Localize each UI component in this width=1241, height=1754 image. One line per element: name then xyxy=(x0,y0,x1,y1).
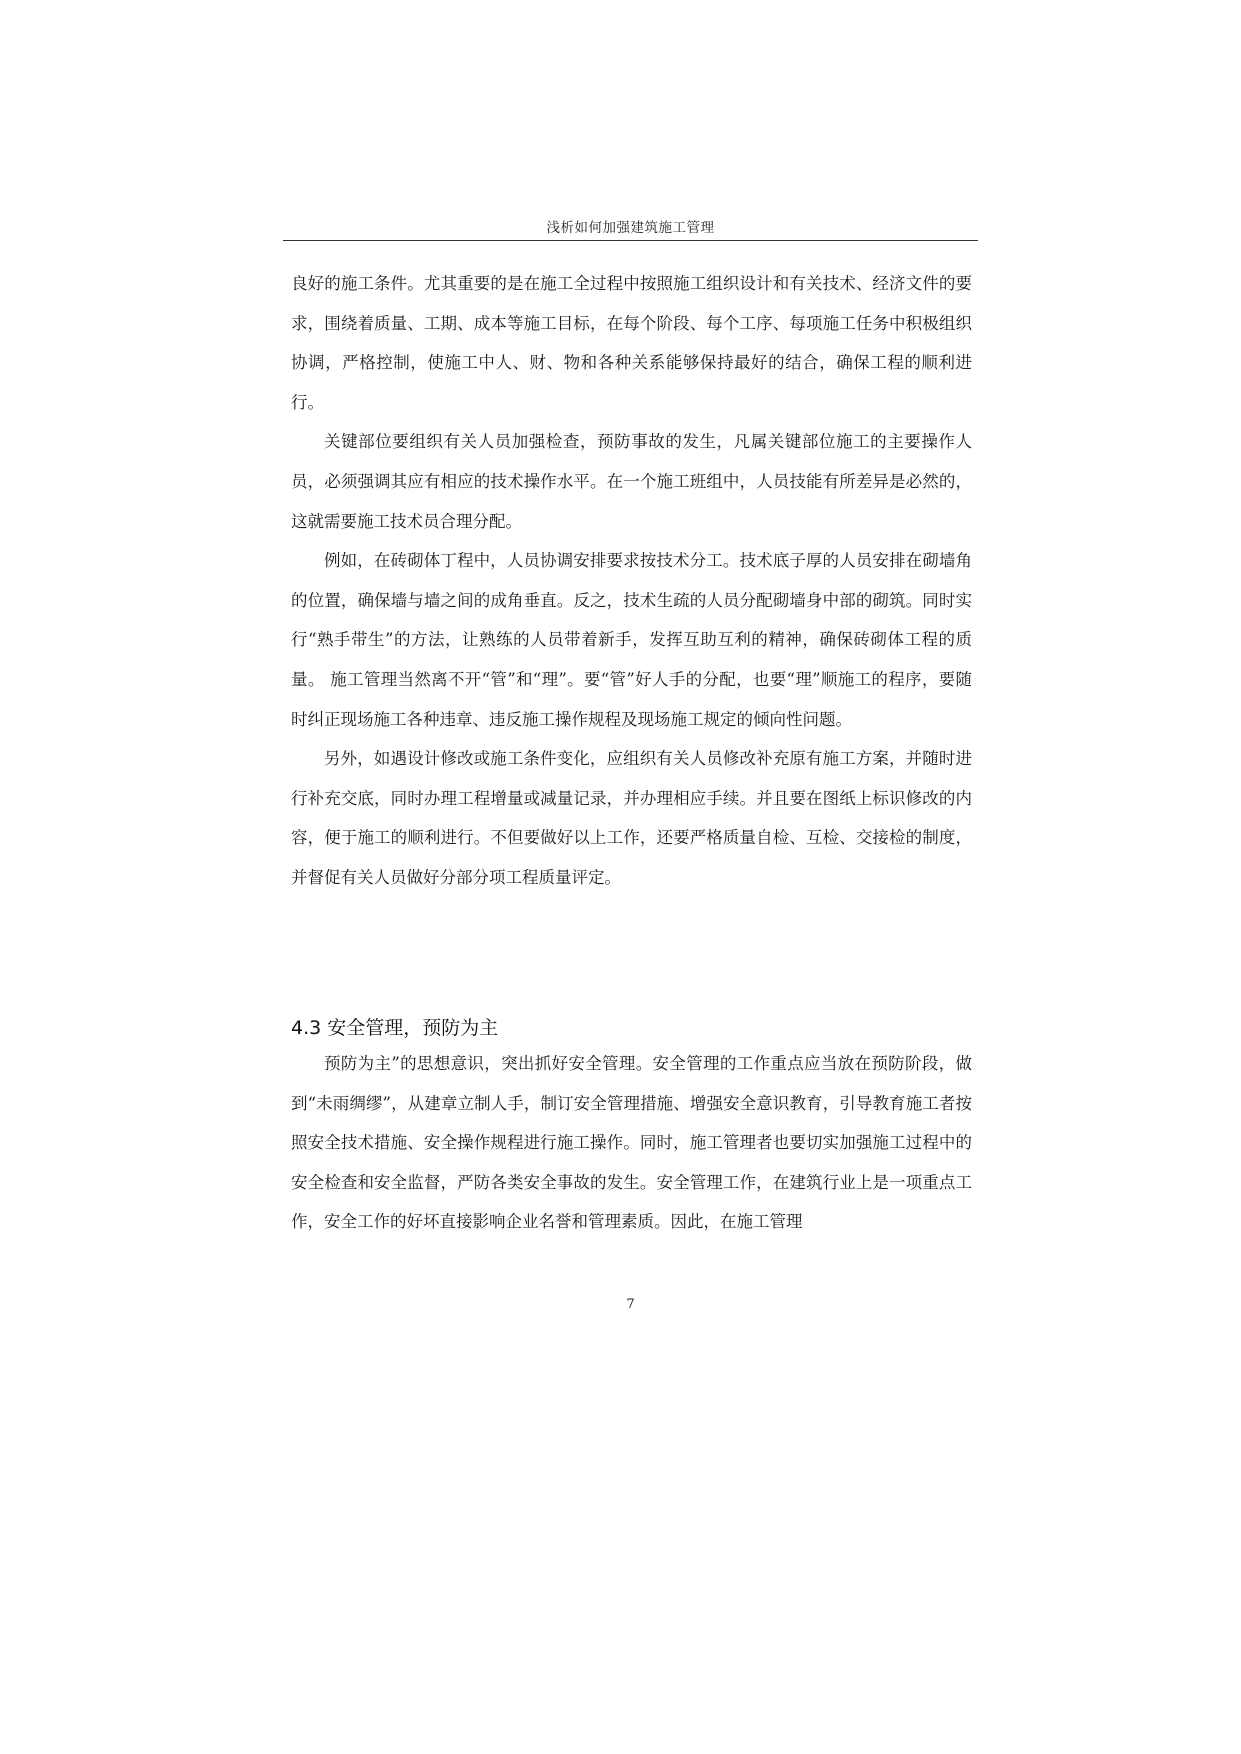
paragraph: 预防为主”的思想意识，突出抓好安全管理。安全管理的工作重点应当放在预防阶段，做到“未雨绸缪”，从建章立制人手，制订安全管理措施、增强安全意识教育，引导教育施工者按照安全技术措施、安全操作规程进行施工操作。同时，施工管理者也要切实加强施工过程中的安全检查和安全监督，严防各类安全事故的发生。安全管理工作，在建筑行业上是一项重点工作，安全工作的好坏直接影响企业名誉和管理素质。因此，在施工管理 xyxy=(291,1054,972,1232)
paragraph-continued: 良好的施工条件。尤其重要的是在施工全过程中按照施工组织设计和有关技术、经济文件的要求，围绕着质量、工期、成本等施工目标，在每个阶段、每个工序、每项施工任务中积极组织协调，严格控制，使施工中人、财、物和各种关系能够保持最好的结合，确保工程的顺利进行。 xyxy=(291,274,972,412)
running-header: 浅析如何加强建筑施工管理 xyxy=(546,220,715,236)
section-body xyxy=(291,1044,972,1242)
paragraph: 关键部位要组织有关人员加强检查，预防事故的发生，凡属关键部位施工的主要操作人员，必须强调其应有相应的技术操作水平。在一个施工班组中，人员技能有所差异是必然的，这就需要施工技术员合理分配。 xyxy=(291,432,972,531)
page-number: 7 xyxy=(626,1297,635,1312)
header-divider xyxy=(283,240,978,241)
section-heading: 4.3 安全管理，预防为主 xyxy=(291,1017,499,1039)
paragraph: 另外，如遇设计修改或施工条件变化，应组织有关人员修改补充原有施工方案，并随时进行补充交底，同时办理工程增量或减量记录，并办理相应手续。并且要在图纸上标识修改的内容，便于施工的顺利进行。不但要做好以上工作，还要严格质量自检、互检、交接检的制度，并督促有关人员做好分部分项工程质量评定。 xyxy=(291,749,972,887)
paragraph: 例如，在砖砌体丁程中，人员协调安排要求按技术分工。技术底子厚的人员安排在砌墙角的位置，确保墙与墙之间的成角垂直。反之，技术生疏的人员分配砌墙身中部的砌筑。同时实行“熟手带生”的方法，让熟练的人员带着新手，发挥互助互利的精神，确保砖砌体工程的质量。 施工管理当然离不开“管”和“理”。要“管”好人手的分配，也要“理”顺施工的程序，要随时纠正现场施工各种违章、违反施工操作规程及现场施工规定的倾向性问题。 xyxy=(291,551,972,729)
body-text xyxy=(291,264,972,898)
